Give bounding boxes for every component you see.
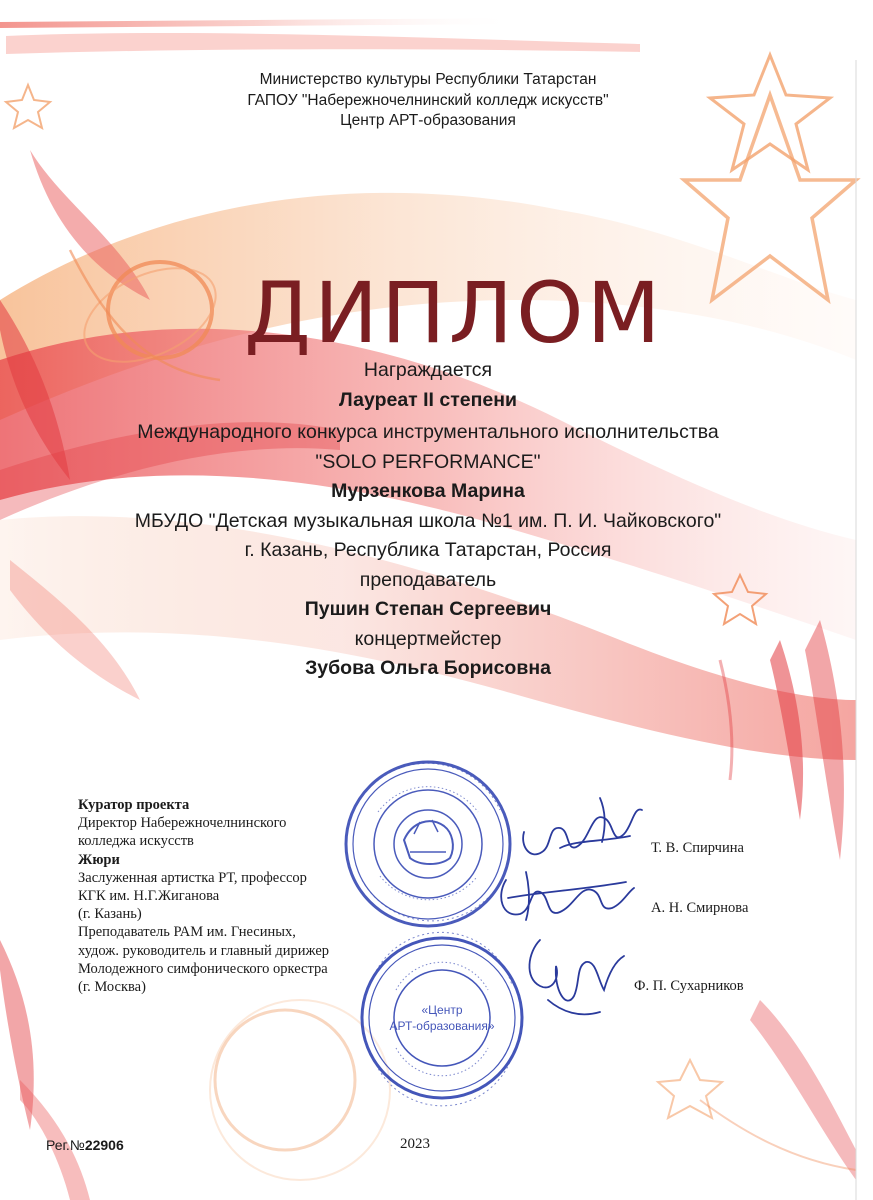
signature-member2: [529, 940, 624, 1014]
jury-heading: Жюри: [78, 851, 120, 868]
member2-line4: (г. Москва): [78, 979, 146, 996]
accompanist-name: Зубова Ольга Борисовна: [305, 657, 551, 679]
curator-line2: колледжа искусств: [78, 833, 194, 850]
signature-name-curator: Т. В. Спирчина: [651, 840, 744, 856]
contest-title: Международного конкурса инструментального исполнительства: [137, 421, 719, 443]
member2-line1: Преподаватель РАМ им. Гнесиных,: [78, 924, 296, 941]
award-degree: Лауреат II степени: [338, 388, 518, 411]
signature-member1: [501, 872, 634, 920]
ministry-line: Министерство культуры Республики Татарстан: [259, 71, 597, 88]
registration-number: [46, 1137, 124, 1153]
signature-name-member1: А. Н. Смирнова: [651, 900, 749, 916]
registration-prefix: Рег.№: [46, 1137, 85, 1153]
college-line: ГАПОУ "Набережночелнинский колледж искусств": [247, 91, 609, 109]
awarded-label: Награждается: [363, 359, 493, 381]
location: г. Казань, Республика Татарстан, Россия: [244, 539, 612, 561]
contest-name: "SOLO PERFORMANCE": [315, 450, 541, 473]
accompanist-label: концертмейстер: [354, 627, 502, 650]
center-line: Центр АРТ-образования: [340, 112, 516, 129]
page-title: ДИПЛОМ: [244, 264, 664, 362]
participant-name: Мурзенкова Марина: [331, 480, 525, 502]
school-name: МБУДО "Детская музыкальная школа №1 им. П. И. Чайковского": [134, 509, 722, 532]
stamp-center-line2: АРТ-образования»: [389, 1019, 495, 1033]
issue-year: 2023: [400, 1136, 430, 1152]
registration-value: 22906: [84, 1137, 124, 1153]
signature-curator: [523, 798, 642, 854]
curator-heading: Куратор проекта: [78, 797, 190, 813]
teacher-label: преподаватель: [359, 568, 497, 591]
signature-name-member2: Ф. П. Сухарников: [634, 978, 744, 994]
member1-line1: Заслуженная артистка РТ, профессор: [78, 869, 307, 886]
stamp-center-line1: «Центр: [421, 1003, 463, 1017]
member1-line3: (г. Казань): [78, 906, 142, 923]
curator-line1: Директор Набережночелнинского: [78, 815, 287, 832]
member2-line3: Молодежного симфонического оркестра: [78, 960, 328, 977]
member1-line2: КГК им. Н.Г.Жиганова: [78, 888, 220, 905]
member2-line2: худож. руководитель и главный дирижер: [78, 942, 330, 959]
teacher-name: Пушин Степан Сергеевич: [304, 598, 552, 620]
jury-block: [78, 796, 408, 996]
